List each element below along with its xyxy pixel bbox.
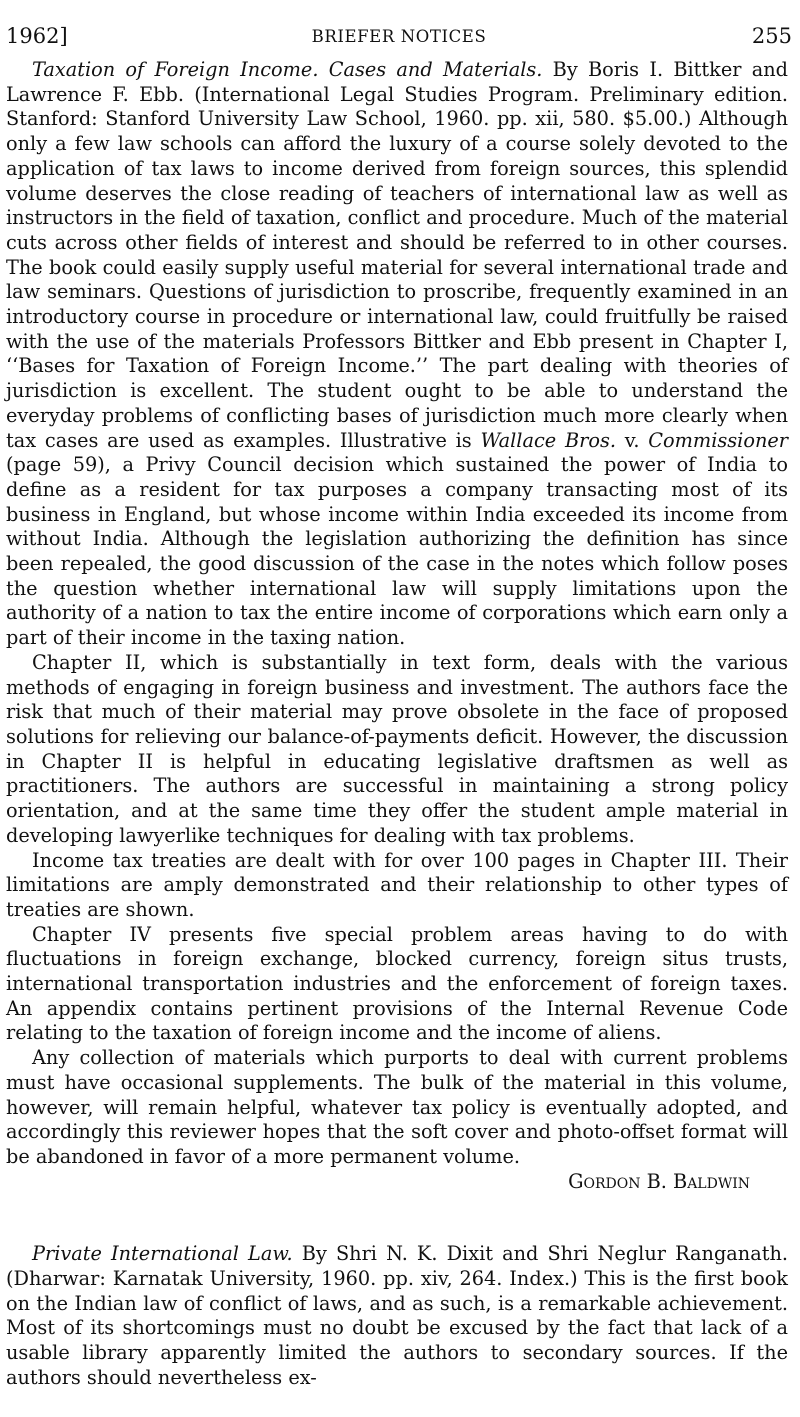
review-1-citation: By Boris I. Bittker and Lawrence F. Ebb. (International Legal Studies Program. Preliminary edition. Stanford: Stanford University Law School, 1960. pp. xii, 580. $5.00.)	[6, 58, 788, 131]
review-1-paragraph-4: Chapter IV presents five special problem areas having to do with fluctuations in foreign exchange, blocked currency, foreign situs trusts, international transportation industries and the enforcement of foreign taxes. An appendix contains pertinent provisions of the Internal Revenue Code relating to the taxation of foreign income and the income of aliens.	[6, 922, 788, 1045]
header-year: 1962]	[6, 24, 68, 48]
review-1-paragraph-1	[6, 58, 788, 651]
review-1-text-a: Although only a few law schools can afford the luxury of a course solely devoted to the application of tax laws to income derived from foreign sources, this splendid volume deserves the close reading of teachers of international law as well as instructors in the field of taxation, conflict and procedure. Much of the material cuts across other fields of interest and should be referred to in other courses. The book could easily supply useful material for several international trade and law seminars. Questions of jurisdiction to proscribe, frequently examined in an introductory course in procedure or international law, could fruitfully be raised with the use of the materials Professors Bittker and Ebb present in Chapter I, ‘‘Bases for Taxation of Foreign Income.’’ The part dealing with theories of jurisdiction is excellent. The student ought to be able to understand the everyday problems of conflicting bases of jurisdiction much more clearly when tax cases are used as examples. Illustrative is	[6, 107, 788, 452]
section-spacer	[6, 1194, 788, 1242]
review-1-book-title: Taxation of Foreign Income. Cases and Materials.	[32, 58, 543, 81]
case-name: Wallace Bros.	[480, 428, 616, 452]
page-number: 255	[751, 24, 792, 48]
review-2-citation: By Shri N. K. Dixit and Shri Neglur Ranganath. (Dharwar: Karnatak University, 1960. pp. xiv, 264. Index.)	[6, 1242, 789, 1291]
review-2-text: This is the first book on the Indian law of conflict of laws, and as such, is a remarkable achievement. Most of its shortcomings must no doubt be excused by the fact that lack of a usable library apparently limited the authors to secondary sources. If the authors should nevertheless ex-	[6, 1267, 788, 1389]
review-2-book-title: Private International Law.	[32, 1242, 293, 1266]
review-2-paragraph-1	[6, 1242, 788, 1390]
page-body	[6, 58, 788, 1391]
case-versus: v.	[615, 428, 649, 452]
header-title: BRIEFER NOTICES	[311, 27, 487, 46]
running-header	[6, 24, 792, 56]
review-1-paragraph-3: Income tax treaties are dealt with for over 100 pages in Chapter III. Their limitations are amply demonstrated and their relationship to other types of treaties are shown.	[6, 848, 788, 921]
reviewer-signature: Gordon B. Baldwin	[568, 1169, 750, 1193]
review-1-paragraph-2: Chapter II, which is substantially in text form, deals with the various methods of engaging in foreign business and investment. The authors face the risk that much of their material may prove obsolete in the face of proposed solutions for relieving our balance-of-payments deficit. However, the discussion in Chapter II is helpful in educating legislative draftsmen as well as practitioners. The authors are successful in maintaining a strong policy orientation, and at the same time they offer the student ample material in developing lawyerlike techniques for dealing with tax problems.	[6, 650, 788, 847]
case-name-2: Commissioner	[648, 428, 788, 452]
review-1-paragraph-5: Any collection of materials which purports to deal with current problems must have occasional supplements. The bulk of the material in this volume, however, will remain helpful, whatever tax policy is eventually adopted, and accordingly this reviewer hopes that the soft cover and photo-offset format will be abandoned in favor of a more permanent volume.	[6, 1046, 788, 1168]
review-1-text-b: (page 59), a Privy Council decision which sustained the power of India to define as a resident for tax purposes a company transacting most of its business in England, but whose income within India exceeded its income from without India. Although the legislation authorizing the definition has since been repealed, the good discussion of the case in the notes which follow poses the question whether international law will supply limitations upon the authority of a nation to tax the entire income of corporations which earn only a part of their income in the taxing nation.	[6, 453, 788, 650]
